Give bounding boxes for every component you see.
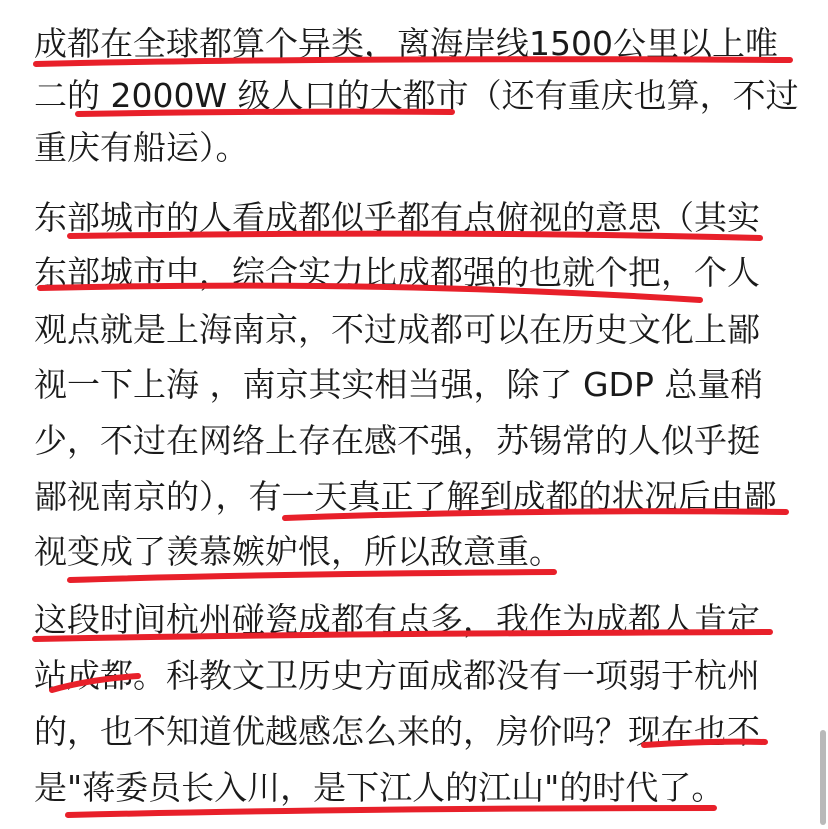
text-line: 东部城市中，综合实力比成都强的也就个把，个人 (34, 253, 760, 292)
text-line: 是"蒋委员长入川，是下江人的江山"的时代了。 (34, 768, 725, 807)
text-line: 重庆有船运）。 (34, 128, 249, 167)
text-line: 的，也不知道优越感怎么来的，房价吗？现在也不 (34, 712, 760, 751)
text-line: 二的 2000W 级人口的大都市（还有重庆也算，不过 (34, 76, 799, 115)
text-line: 鄙视南京的），有一天真正了解到成都的状况后由鄙 (34, 477, 777, 516)
underline-stroke (68, 808, 714, 815)
scrollbar[interactable] (820, 730, 826, 825)
text-line: 成都在全球都算个异类，离海岸线1500公里以上唯 (34, 24, 778, 63)
text-line: 视一下上海 ，南京其实相当强，除了 GDP 总量稍 (34, 365, 764, 404)
text-line: 观点就是上海南京，不过成都可以在历史文化上鄙 (34, 310, 760, 349)
underline-stroke (70, 572, 554, 580)
text-line: 站成都。科教文卫历史方面成都没有一项弱于杭州 (34, 656, 760, 695)
text-line: 视变成了羡慕嫉妒恨，所以敌意重。 (34, 532, 562, 571)
text-line: 这段时间杭州碰瓷成都有点多，我作为成都人肯定 (34, 600, 760, 639)
text-line: 少，不过在网络上存在感不强，苏锡常的人似乎挺 (34, 421, 760, 460)
text-line: 东部城市的人看成都似乎都有点俯视的意思（其实 (34, 198, 760, 237)
